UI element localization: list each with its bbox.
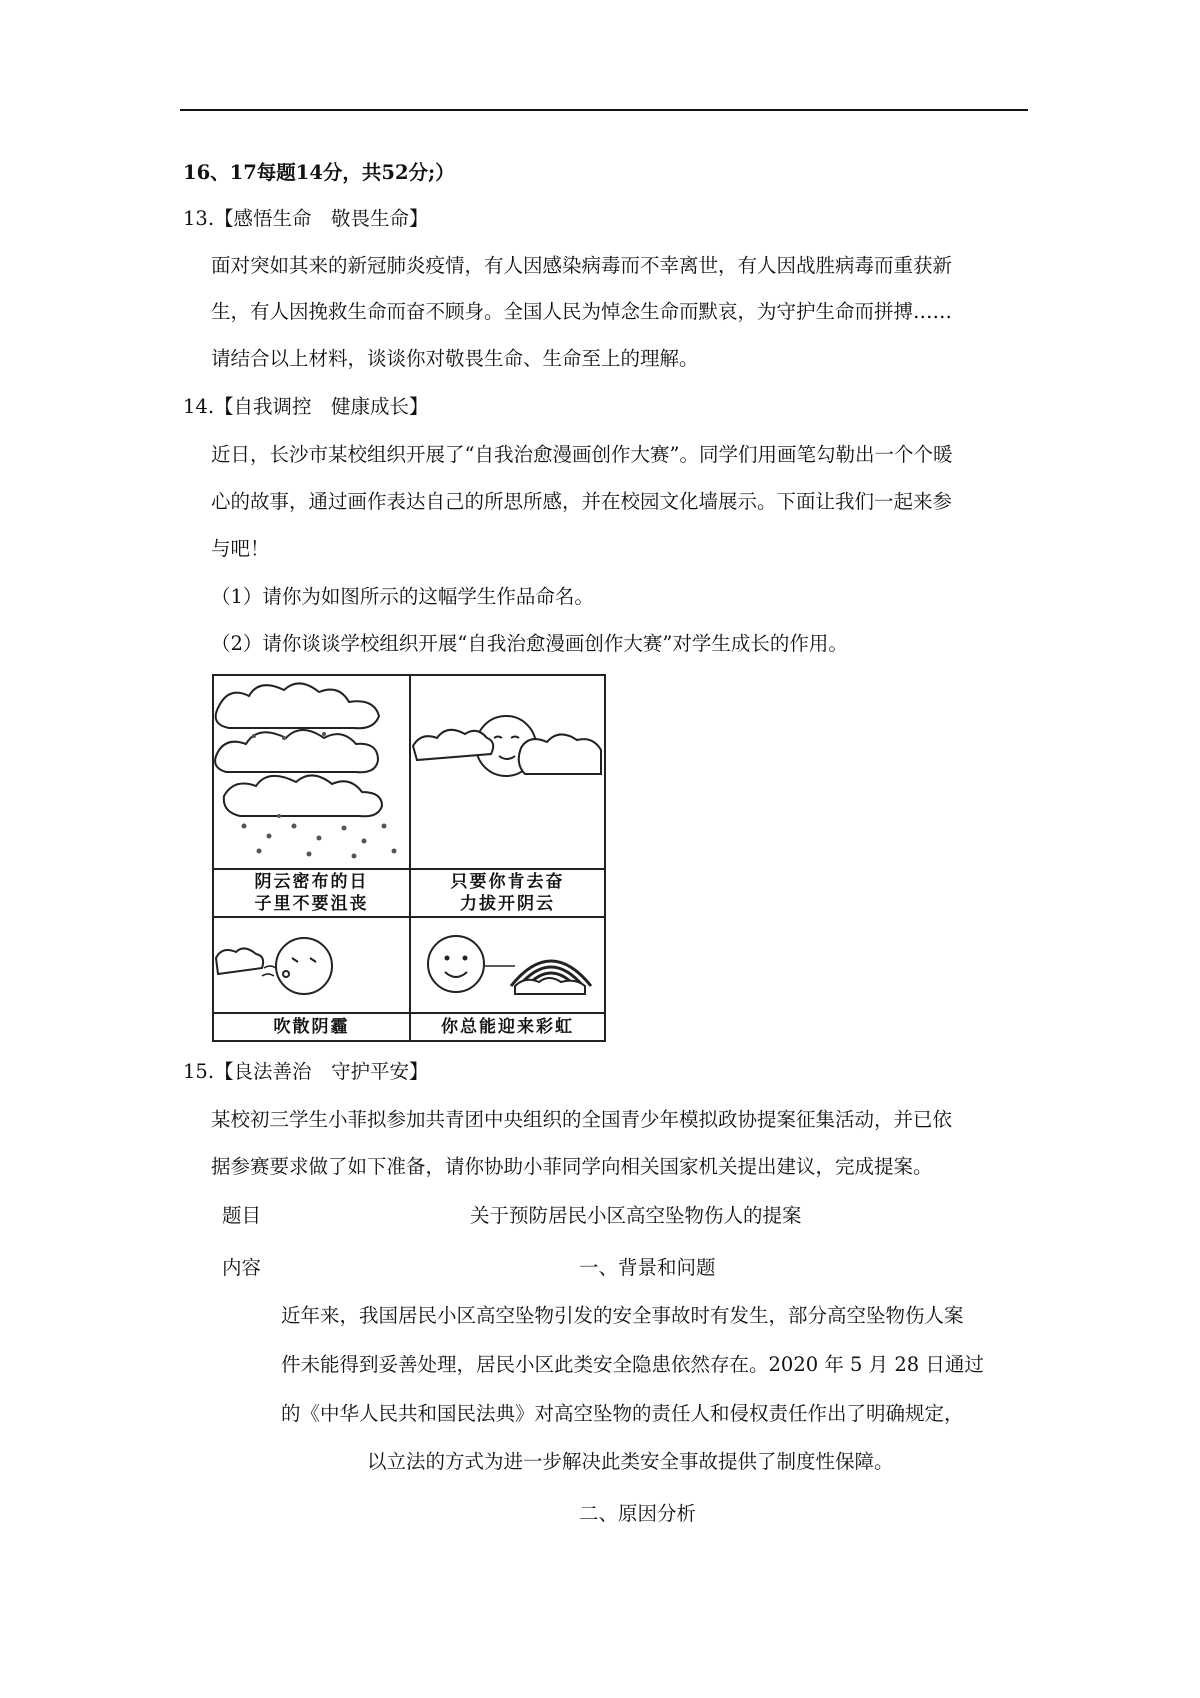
comic-panel-2 xyxy=(411,676,604,868)
background-text-4: 以立法的方式为进一步解决此类安全事故提供了制度性保障。 xyxy=(367,1450,894,1473)
q14-sub-question-1: （1）请你为如图所示的这幅学生作品命名。 xyxy=(211,585,594,608)
comic-caption-1 xyxy=(214,871,409,916)
comic-caption-2-line-1: 只要你肯去奋 xyxy=(450,872,565,892)
comic-caption-1-line-1: 阴云密布的日 xyxy=(254,872,369,892)
q13-text-2: 生，有人因挽救生命而奋不顾身。全国人民为悼念生命而默哀，为守护生命而拼搏…… xyxy=(211,300,953,323)
sun-rainbow-icon xyxy=(411,918,604,1012)
comic-panel-3 xyxy=(214,918,409,1012)
q14-text-3: 与吧！ xyxy=(211,537,270,560)
background-text-1: 近年来，我国居民小区高空坠物引发的安全事故时有发生，部分高空坠物伤人案 xyxy=(281,1304,964,1327)
rain-cloud-icon xyxy=(214,676,409,868)
q13-text-1: 面对突如其来的新冠肺炎疫情，有人因感染病毒而不幸离世，有人因战胜病毒而重获新 xyxy=(211,254,953,277)
score-note: 16、17每题14分，共52分;） xyxy=(183,161,455,184)
q15-text-1: 某校初三学生小菲拟参加共青团中央组织的全国青少年模拟政协提案征集活动，并已依 xyxy=(211,1108,953,1131)
comic-panel-4 xyxy=(411,918,604,1012)
background-text-3: 的《中华人民共和国民法典》对高空坠物的责任人和侵权责任作出了明确规定， xyxy=(281,1402,964,1425)
sun-blowing-cloud-icon xyxy=(214,918,409,1012)
q13-title: 13.【感悟生命 敬畏生命】 xyxy=(183,207,429,230)
q14-sub-question-2: （2）请你谈谈学校组织开展“自我治愈漫画创作大赛”对学生成长的作用。 xyxy=(211,632,848,655)
proposal-label-content: 内容 xyxy=(222,1256,262,1279)
top-rule xyxy=(180,109,1028,111)
q13-text-3: 请结合以上材料，谈谈你对敬畏生命、生命至上的理解。 xyxy=(211,347,699,370)
comic-grid-h1 xyxy=(214,868,604,870)
q15-title: 15.【良法善治 守护平安】 xyxy=(183,1060,429,1083)
comic-figure xyxy=(212,674,606,1042)
background-text-2: 件未能得到妥善处理，居民小区此类安全隐患依然存在。2020 年 5 月 28 日通过 xyxy=(281,1353,984,1376)
comic-caption-4: 你总能迎来彩虹 xyxy=(441,1017,574,1037)
comic-grid-h3 xyxy=(214,1012,604,1014)
comic-caption-2-line-2: 力拔开阴云 xyxy=(460,894,555,914)
comic-caption-2 xyxy=(411,871,604,916)
sun-behind-clouds-icon xyxy=(411,676,604,868)
q14-title: 14.【自我调控 健康成长】 xyxy=(183,395,429,418)
q15-text-2: 据参赛要求做了如下准备，请你协助小菲同学向相关国家机关提出建议，完成提案。 xyxy=(211,1155,933,1178)
proposal-section-1: 一、背景和问题 xyxy=(579,1256,716,1279)
comic-panel-1 xyxy=(214,676,409,868)
proposal-title: 关于预防居民小区高空坠物伤人的提案 xyxy=(470,1204,802,1227)
q14-text-2: 心的故事，通过画作表达自己的所思所感，并在校园文化墙展示。下面让我们一起来参 xyxy=(211,490,953,513)
proposal-section-2: 二、原因分析 xyxy=(579,1502,697,1525)
q14-text-1: 近日，长沙市某校组织开展了“自我治愈漫画创作大赛”。同学们用画笔勾勒出一个个暖 xyxy=(211,443,953,466)
proposal-label-title: 题目 xyxy=(222,1204,262,1227)
comic-caption-1-line-2: 子里不要沮丧 xyxy=(254,894,369,914)
comic-caption-3: 吹散阴霾 xyxy=(273,1017,350,1037)
